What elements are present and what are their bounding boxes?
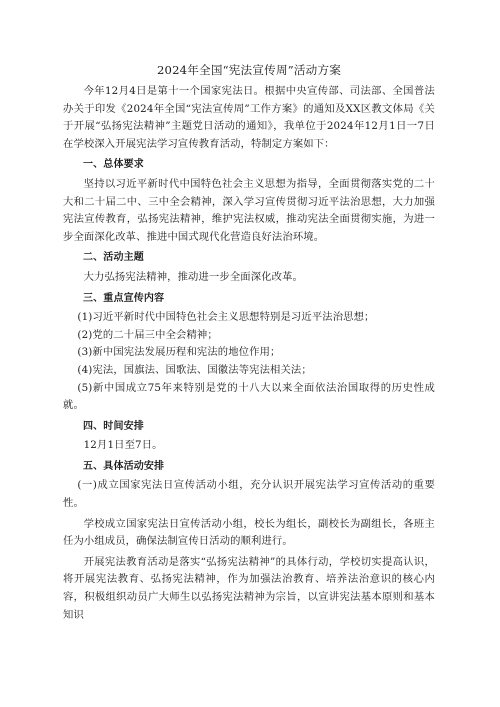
section-heading-theme: 二、活动主题 [83, 252, 144, 264]
theme-paragraph: 大力弘扬宪法精神，推动进一步全面深化改革。 [83, 270, 303, 283]
section-heading-key-content: 三、重点宣传内容 [83, 292, 165, 304]
document-title: 2024年全国“宪法宣传周”活动方案 [156, 63, 342, 77]
section-heading-general-requirements: 一、总体要求 [83, 159, 144, 171]
section-heading-activities: 五、具体活动安排 [83, 460, 165, 472]
activities-paragraph: 开展宪法教育活动是落实“弘扬宪法精神”的具体行动，学校切实提高认识，将开展宪法教育、弘扬宪法精神，作为加强法治教育、培养法治意识的核心内容，积极组织动员广大师生以弘扬宪法精神为宗旨，以宣讲宪法基本原则和基本知识 [63, 555, 435, 621]
activities-subheading: (一)成立国家宪法日宣传活动小组，充分认识开展宪法学习宣传活动的重要性。 [63, 479, 435, 510]
key-content-item: (3)新中国宪法发展历程和宪法的地位作用； [77, 346, 281, 359]
activities-paragraph: 学校成立国家宪法日宣传活动小组，校长为组长，副校长为副组长，各班主任为小组成员，确保法制宣传日活动的顺利进行。 [63, 517, 435, 548]
key-content-item: (5)新中国成立75年来特别是党的十八大以来全面依法治国取得的历史性成就。 [63, 381, 435, 412]
key-content-item: (4)宪法，国旗法、国歌法、国徽法等宪法相关法； [77, 363, 312, 376]
document-page [63, 62, 435, 624]
schedule-paragraph: 12月1日至7日。 [83, 439, 163, 452]
general-requirements-paragraph: 坚持以习近平新时代中国特色社会主义思想为指导，全面贯彻落实党的二十大和二十届二中、三中全会精神，深入学习宣传贯彻习近平法治思想，大力加强宪法宣传教育，弘扬宪法精神，维护宪法权威，推动宪法全面贯彻实施，为进一步全面深化改革、推进中国式现代化营造良好法治环境。 [63, 177, 435, 243]
intro-paragraph: 今年12月4日是第十一个国家宪法日。根据中央宣传部、司法部、全国普法办关于印发《2024年全国“宪法宣传周”工作方案》的通知及XX区教文体局《关于开展“弘扬宪法精神”主题党日活动的通知》，我单位于2024年12月1日一7日在学校深入开展宪法学习宣传教育活动，特制定方案如下： [63, 85, 435, 150]
key-content-item: (2)党的二十届三中全会精神； [77, 328, 218, 341]
key-content-item: (1)习近平新时代中国特色社会主义思想特别是习近平法治思想； [77, 311, 375, 324]
section-heading-schedule: 四、时间安排 [83, 420, 144, 432]
